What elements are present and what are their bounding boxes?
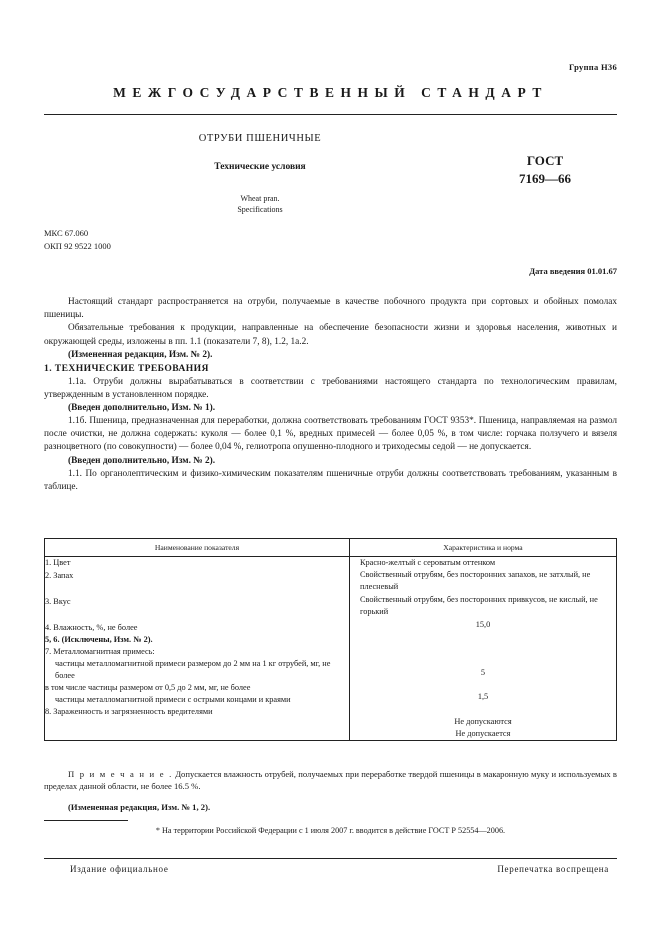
paragraph-safety: Обязательные требования к продукции, направленные на обеспечение безопасности жизни и здоровья населения, животных и окружающей среды, изложены в пп. 1.1 (показатели 7, 8), 1.2, 1а.2. — [44, 323, 617, 347]
row-label-metal-impurity: 7. Металломагнитная примесь: — [45, 647, 155, 657]
note-text: Допускается влажность отрубей, получаемых при переработке твердой пшеницы в макаронную муку и используемых в пределах данной области, не более 16.5 %. — [44, 769, 617, 792]
row-value-smell: Свойственный отрубям, без посторонних запахов, не затхлый, не плесневый — [360, 570, 591, 592]
revision-note-1: (Измененная редакция, Изм. № 2). — [68, 349, 213, 360]
footnote-text: * На территории Российской Федерации с 1 июля 2007 г. вводится в действие ГОСТ Р 52554—2006. — [155, 826, 506, 835]
row-value-metal-impurity — [350, 643, 616, 655]
footer-left: Издание официальное — [70, 864, 169, 874]
table-note — [44, 768, 617, 814]
row-value-metal-size-05-2mm: 1,5 — [477, 692, 489, 702]
row-label-excluded: 5, 6. (Исключены, Изм. № 2). — [45, 635, 153, 645]
row-label-taste: 3. Вкус — [45, 597, 71, 607]
table-header-row — [45, 539, 617, 557]
row-label-moisture: 4. Влажность, %, не более — [45, 623, 138, 633]
table-row — [45, 557, 617, 741]
standard-banner: МЕЖГОСУДАРСТВЕННЫЙ СТАНДАРТ — [113, 85, 548, 100]
table-cell-norms — [350, 557, 617, 741]
paragraph-1-1a: 1.1а. Отруби должны вырабатываться в соответствии с требованиями настоящего стандарта по технологическим правилам, утвержденным в установленном порядке. — [44, 376, 617, 400]
table-header-indicator: Наименование показателя — [45, 539, 350, 557]
table-header-norm: Характеристика и норма — [350, 539, 617, 557]
row-value-excluded — [350, 631, 616, 643]
paragraph-1-1b: 1.1б. Пшеница, предназначенная для переработки, должна соответствовать требованиям ГОСТ 9353*. Пшеница, направляемая на размол после очистки, не должна содержать: куколя — более 0,1 %, вредных примесей — более 0,05 %, в том числе: горчака ползучего и вязеля разноцветного (по совокупности) — более 0,04 %, гелиотропа опушенно-плодного и триходесмы седой — не допускается. — [44, 416, 617, 453]
row-label-metal-sharp: частицы металломагнитной примеси с острыми концами и краями — [55, 695, 291, 705]
note-paragraph — [44, 768, 617, 792]
table-cell-indicators — [45, 557, 350, 741]
document-subtitle-en: Specifications — [237, 205, 283, 214]
paragraph-scope: Настоящий стандарт распространяется на отруби, получаемые в качестве побочного продукта при сортовых и обойных помолах пшеницы. — [44, 297, 617, 321]
footnote-divider — [44, 820, 128, 821]
section-heading-1: 1. ТЕХНИЧЕСКИЕ ТРЕБОВАНИЯ — [44, 362, 209, 374]
row-value-color: Красно-желтый с сероватым оттенком — [360, 558, 496, 567]
document-subtitle: Технические условия — [214, 162, 306, 172]
row-value-moisture: 15,0 — [475, 620, 491, 630]
introduction-date: Дата введения 01.01.67 — [529, 266, 617, 276]
document-title-en: Wheat pran. — [240, 194, 280, 203]
gost-number: 7169—66 — [519, 170, 571, 186]
revision-note-3: (Введен дополнительно, Изм. № 2). — [68, 455, 216, 466]
revision-note-2: (Введен дополнительно, Изм. № 1). — [68, 402, 216, 413]
row-value-metal-sharp: Не допускаются — [454, 717, 512, 727]
requirements-table — [44, 538, 617, 741]
row-label-metal-size-2mm: частицы металломагнитной примеси размером до 2 мм на 1 кг отрубей, мг, не более — [55, 659, 331, 681]
row-value-pests: Не допускается — [455, 729, 511, 739]
note-lead: П р и м е ч а н и е . — [68, 769, 173, 779]
row-value-metal-size-2mm: 5 — [480, 668, 486, 678]
gost-label: ГОСТ — [526, 153, 564, 168]
document-title: ОТРУБИ ПШЕНИЧНЫЕ — [198, 133, 322, 144]
row-label-metal-size-05-2mm: в том числе частицы размером от 0,5 до 2 мм, мг, не более — [45, 683, 251, 693]
row-label-smell: 2. Запах — [45, 571, 74, 581]
okp-code: ОКП 92 9522 1000 — [44, 241, 111, 251]
note-revision: (Измененная редакция, Изм. № 1, 2). — [68, 802, 211, 813]
group-label: Группа Н36 — [568, 62, 617, 72]
body-text — [44, 296, 617, 494]
mks-code: МКС 67.060 — [44, 228, 89, 238]
row-label-pests: 8. Зараженность и загрязненность вредителями — [45, 707, 213, 717]
header-divider — [44, 114, 617, 115]
paragraph-1-1: 1.1. По органолептическим и физико-химическим показателям пшеничные отруби должны соответствовать требованиям, указанным в таблице. — [44, 468, 617, 493]
row-value-taste: Свойственный отрубям, без посторонних привкусов, не кислый, не горький — [360, 595, 598, 617]
footer-right: Перепечатка воспрещена — [497, 864, 609, 874]
footer-divider — [44, 858, 617, 859]
row-label-color: 1. Цвет — [45, 558, 71, 567]
gost-block — [470, 152, 620, 187]
